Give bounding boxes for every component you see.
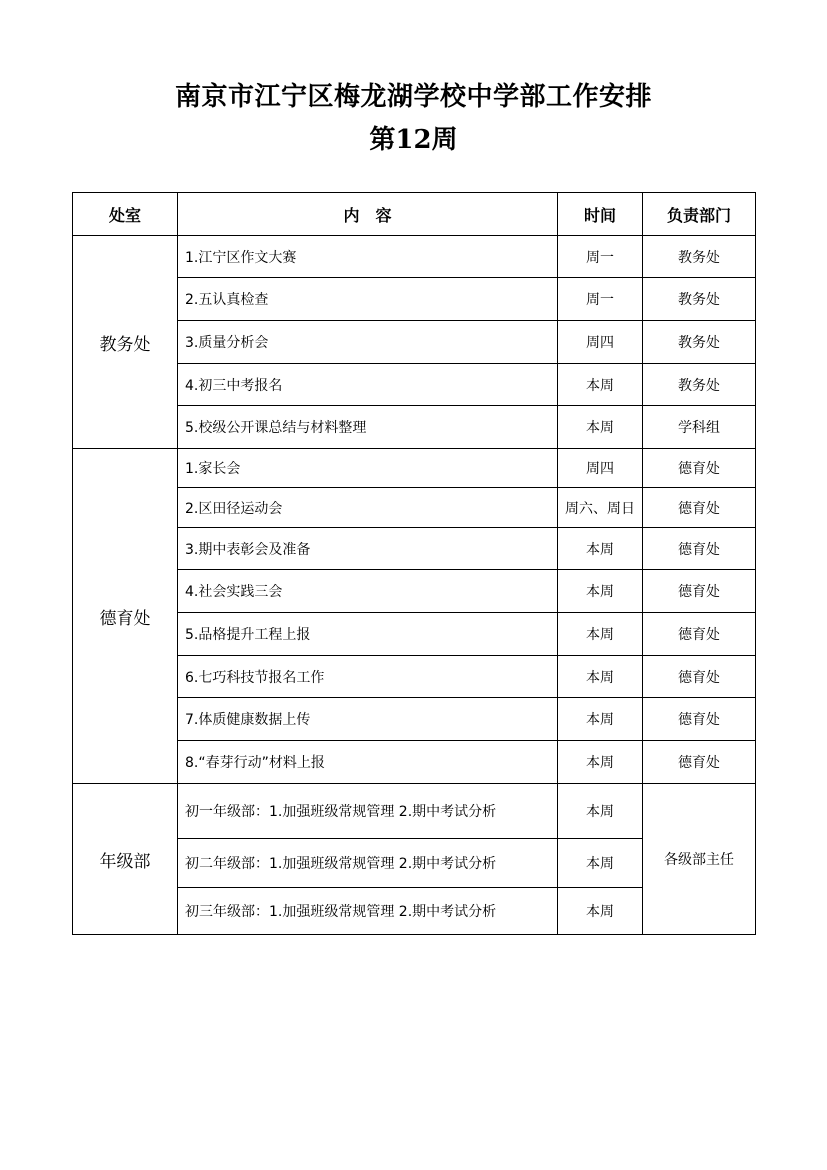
responsible-cell: 教务处 <box>643 321 756 364</box>
content-cell: 4.初三中考报名 <box>178 364 558 406</box>
time-cell: 本周 <box>558 839 643 888</box>
content-cell: 初三年级部：1.加强班级常规管理 2.期中考试分析 <box>178 888 558 935</box>
content-cell: 初一年级部：1.加强班级常规管理 2.期中考试分析 <box>178 784 558 839</box>
time-cell: 本周 <box>558 364 643 406</box>
content-cell: 3.期中表彰会及准备 <box>178 528 558 570</box>
document-title: 南京市江宁区梅龙湖学校中学部工作安排 <box>174 82 652 112</box>
responsible-cell: 德育处 <box>643 488 756 528</box>
responsible-cell: 德育处 <box>643 613 756 656</box>
responsible-cell: 教务处 <box>643 278 756 321</box>
office-cell: 德育处 <box>73 449 178 784</box>
content-cell: 8.“春芽行动”材料上报 <box>178 741 558 784</box>
content-cell: 5.校级公开课总结与材料整理 <box>178 406 558 449</box>
time-cell: 本周 <box>558 888 643 935</box>
time-cell: 本周 <box>558 406 643 449</box>
content-cell: 5.品格提升工程上报 <box>178 613 558 656</box>
content-cell: 初二年级部：1.加强班级常规管理 2.期中考试分析 <box>178 839 558 888</box>
time-cell: 周四 <box>558 449 643 488</box>
content-cell: 1.家长会 <box>178 449 558 488</box>
time-cell: 本周 <box>558 570 643 613</box>
responsible-cell: 德育处 <box>643 528 756 570</box>
responsible-cell: 教务处 <box>643 364 756 406</box>
content-cell: 2.五认真检查 <box>178 278 558 321</box>
content-cell: 2.区田径运动会 <box>178 488 558 528</box>
content-cell: 4.社会实践三会 <box>178 570 558 613</box>
content-cell: 1.江宁区作文大赛 <box>178 236 558 278</box>
responsible-cell: 各级部主任 <box>643 784 756 935</box>
header-content: 内 容 <box>178 193 558 236</box>
time-cell: 本周 <box>558 656 643 698</box>
responsible-cell: 德育处 <box>643 656 756 698</box>
responsible-cell: 教务处 <box>643 236 756 278</box>
table-row <box>73 784 756 839</box>
week-label: 第12周 <box>369 125 458 155</box>
responsible-cell: 德育处 <box>643 698 756 741</box>
time-cell: 周六、周日 <box>558 488 643 528</box>
responsible-cell: 学科组 <box>643 406 756 449</box>
responsible-cell: 德育处 <box>643 741 756 784</box>
header-office: 处室 <box>73 193 178 236</box>
header-row <box>73 193 756 236</box>
table-row <box>73 236 756 278</box>
responsible-cell: 德育处 <box>643 449 756 488</box>
time-cell: 周一 <box>558 278 643 321</box>
time-cell: 本周 <box>558 784 643 839</box>
time-cell: 本周 <box>558 741 643 784</box>
header-time: 时间 <box>558 193 643 236</box>
time-cell: 本周 <box>558 613 643 656</box>
responsible-cell: 德育处 <box>643 570 756 613</box>
table-row <box>73 449 756 488</box>
time-cell: 周四 <box>558 321 643 364</box>
content-cell: 6.七巧科技节报名工作 <box>178 656 558 698</box>
content-cell: 7.体质健康数据上传 <box>178 698 558 741</box>
time-cell: 本周 <box>558 698 643 741</box>
header-responsible: 负责部门 <box>643 193 756 236</box>
time-cell: 本周 <box>558 528 643 570</box>
content-cell: 3.质量分析会 <box>178 321 558 364</box>
schedule-table <box>72 192 756 935</box>
office-cell: 年级部 <box>73 784 178 935</box>
office-cell: 教务处 <box>73 236 178 449</box>
time-cell: 周一 <box>558 236 643 278</box>
